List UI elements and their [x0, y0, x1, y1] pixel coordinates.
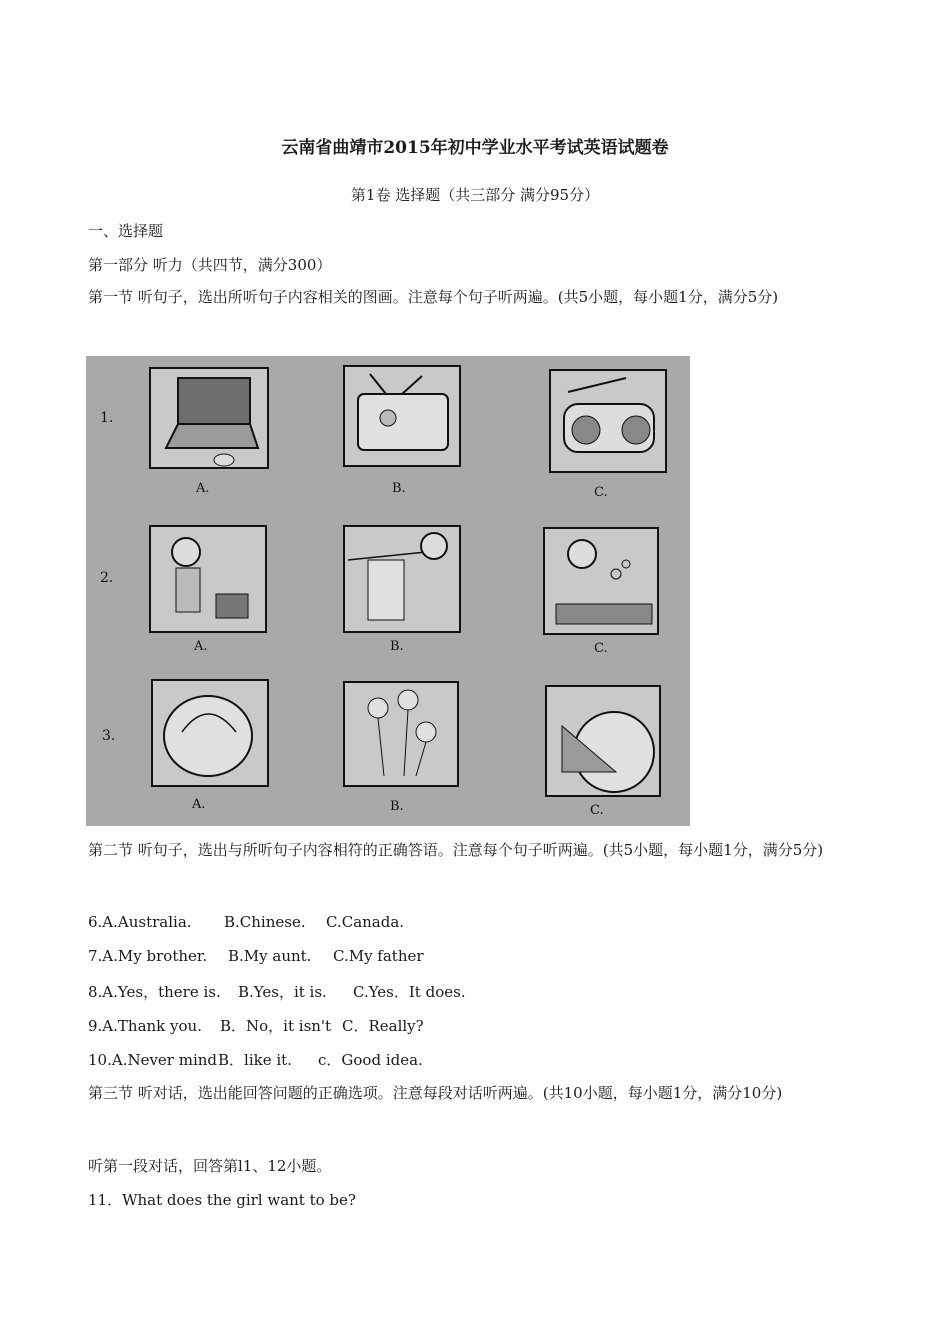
question-9 — [88, 1015, 424, 1036]
option-8c: C.Yes．It does. — [353, 983, 466, 1001]
caption-3a: A. — [192, 797, 206, 812]
question-10 — [88, 1049, 423, 1070]
television-picture — [344, 366, 460, 466]
caption-1c: C. — [594, 485, 608, 500]
laptop-picture — [150, 368, 268, 468]
caption-2c: C. — [594, 641, 608, 656]
caption-3c: C. — [590, 803, 604, 818]
dialog-intro: 听第一段对话，回答第l1、12小题。 — [88, 1157, 332, 1175]
caption-1a: A. — [196, 481, 210, 496]
watermelon-picture — [546, 686, 660, 796]
option-9c: C．Really? — [342, 1017, 424, 1035]
flowers-picture — [344, 682, 458, 786]
page-title: 云南省曲靖市2015年初中学业水平考试英语试题卷 — [281, 138, 669, 158]
cabbage-picture — [152, 680, 268, 786]
row-label-1: 1. — [100, 410, 114, 426]
option-7a: 7.A.My brother. — [88, 947, 208, 965]
option-10a: 10.A.Never mind — [88, 1051, 218, 1069]
option-10b: B．like it. — [218, 1051, 292, 1069]
row-label-3: 3. — [102, 728, 116, 744]
caption-3b: B. — [390, 799, 404, 814]
radio-picture — [550, 370, 666, 472]
option-6c: C.Canada. — [326, 913, 405, 931]
question-8 — [88, 981, 466, 1002]
question-7 — [88, 947, 424, 965]
question-11: 11．What does the girl want to be? — [88, 1191, 356, 1209]
caption-2b: B. — [390, 639, 404, 654]
option-7b: B.My aunt. — [228, 947, 312, 965]
row-label-2: 2. — [100, 570, 114, 586]
page-subtitle: 第1卷 选择题（共三部分 满分95分） — [350, 186, 600, 204]
part1-heading: 第一部分 听力（共四节，满分300） — [88, 256, 332, 274]
washing-dishes-picture — [544, 528, 658, 634]
cooking-picture — [150, 526, 266, 632]
section2-instruction: 第二节 听句子，选出与所听句子内容相符的正确答语。注意每个句子听两遍。(共5小题，每小题1分，满分5分) — [88, 841, 824, 859]
option-6a: 6.A.Australia. — [88, 913, 192, 931]
option-8b: B.Yes，it is. — [238, 983, 327, 1001]
option-8a: 8.A.Yes，there is. — [88, 983, 221, 1001]
section-heading: 一、选择题 — [88, 222, 164, 240]
listening-picture-figure — [86, 356, 690, 826]
option-9b: B．No，it isn't — [220, 1017, 332, 1035]
question-6 — [88, 913, 404, 931]
option-6b: B.Chinese. — [224, 913, 306, 931]
option-9a: 9.A.Thank you. — [88, 1017, 202, 1035]
caption-2a: A. — [194, 639, 208, 654]
caption-1b: B. — [392, 481, 406, 496]
option-10c: c．Good idea. — [318, 1051, 423, 1069]
section3-instruction: 第三节 听对话，选出能回答问题的正确选项。注意每段对话听两遍。(共10小题，每小题1分，满分10分) — [88, 1084, 783, 1102]
section1-instruction: 第一节 听句子，选出所听句子内容相关的图画。注意每个句子听两遍。(共5小题，每小题1分，满分5分) — [88, 288, 779, 306]
option-7c: C.My father — [333, 947, 424, 965]
hanging-laundry-picture — [344, 526, 460, 632]
